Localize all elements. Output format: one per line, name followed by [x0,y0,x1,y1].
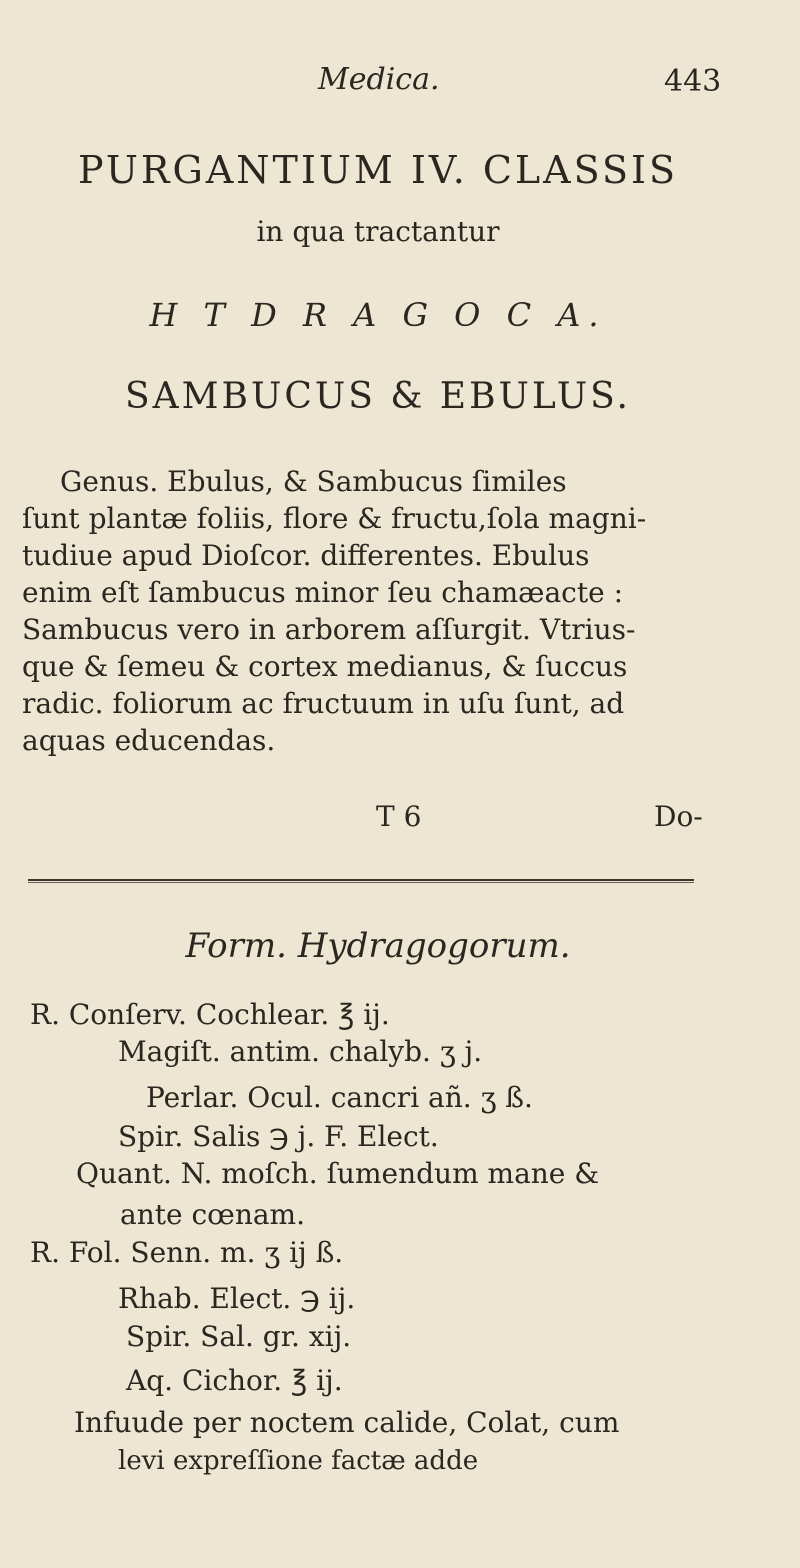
formula-line: Perlar. Ocul. cancri añ. ʒ ß. [146,1081,533,1114]
formula-line: Magiſt. antim. chalyb. ʒ j. [118,1035,483,1068]
formula-line: R. Conſerv. Cochlear. ℥ ij. [30,998,390,1031]
paragraph-line: ſunt plantæ foliis, flore & fructu,ſola magni- [22,502,647,535]
paragraph-line: enim eſt ſambucus minor ſeu chamæacte : [22,576,624,609]
formula-line: ante cœnam. [120,1198,305,1231]
signature-mark: T 6 [376,800,422,833]
running-head: Medica. [318,62,440,97]
formula-line: Rhab. Elect. ℈ ij. [118,1282,356,1315]
paragraph-line: que & ſemeu & cortex medianus, & ſuccus [22,650,628,683]
section-title: PURGANTIUM IV. CLASSIS [77,148,679,192]
page-number: 443 [664,64,722,99]
formula-line: Quant. N. moſch. ſumendum mane & [76,1157,600,1190]
paragraph-line: Sambucus vero in arborem aſſurgit. Vtrius- [22,613,636,646]
formula-title: Form. Hydragogorum. [185,926,571,966]
paragraph-line: aquas educendas. [22,724,276,757]
formula-line: Aq. Cichor. ℥ ij. [126,1364,343,1397]
paragraph-line: radic. foliorum ac fructuum in uſu ſunt, ad [22,687,625,720]
formula-line: Spir. Sal. gr. xij. [126,1320,352,1353]
formula-line: R. Fol. Senn. m. ʒ ij ß. [30,1236,344,1269]
section-heading: SAMBUCUS & EBULUS. [125,376,631,417]
formula-line: levi expreſſione factæ adde [118,1446,479,1476]
paragraph-line: tudiue apud Dioſcor. differentes. Ebulus [22,539,590,572]
page-divider [28,879,694,883]
catchword: Do- [654,800,703,833]
formula-line: Infuude per noctem calide, Colat, cum [74,1406,620,1439]
formula-line: Spir. Salis ℈ j. F. Elect. [118,1120,439,1153]
paragraph-line: Genus. Ebulus, & Sambucus ſimiles [60,465,567,498]
section-subtitle: in qua tractantur [256,215,500,248]
italic-heading: H T D R A G O C A. [149,296,607,334]
